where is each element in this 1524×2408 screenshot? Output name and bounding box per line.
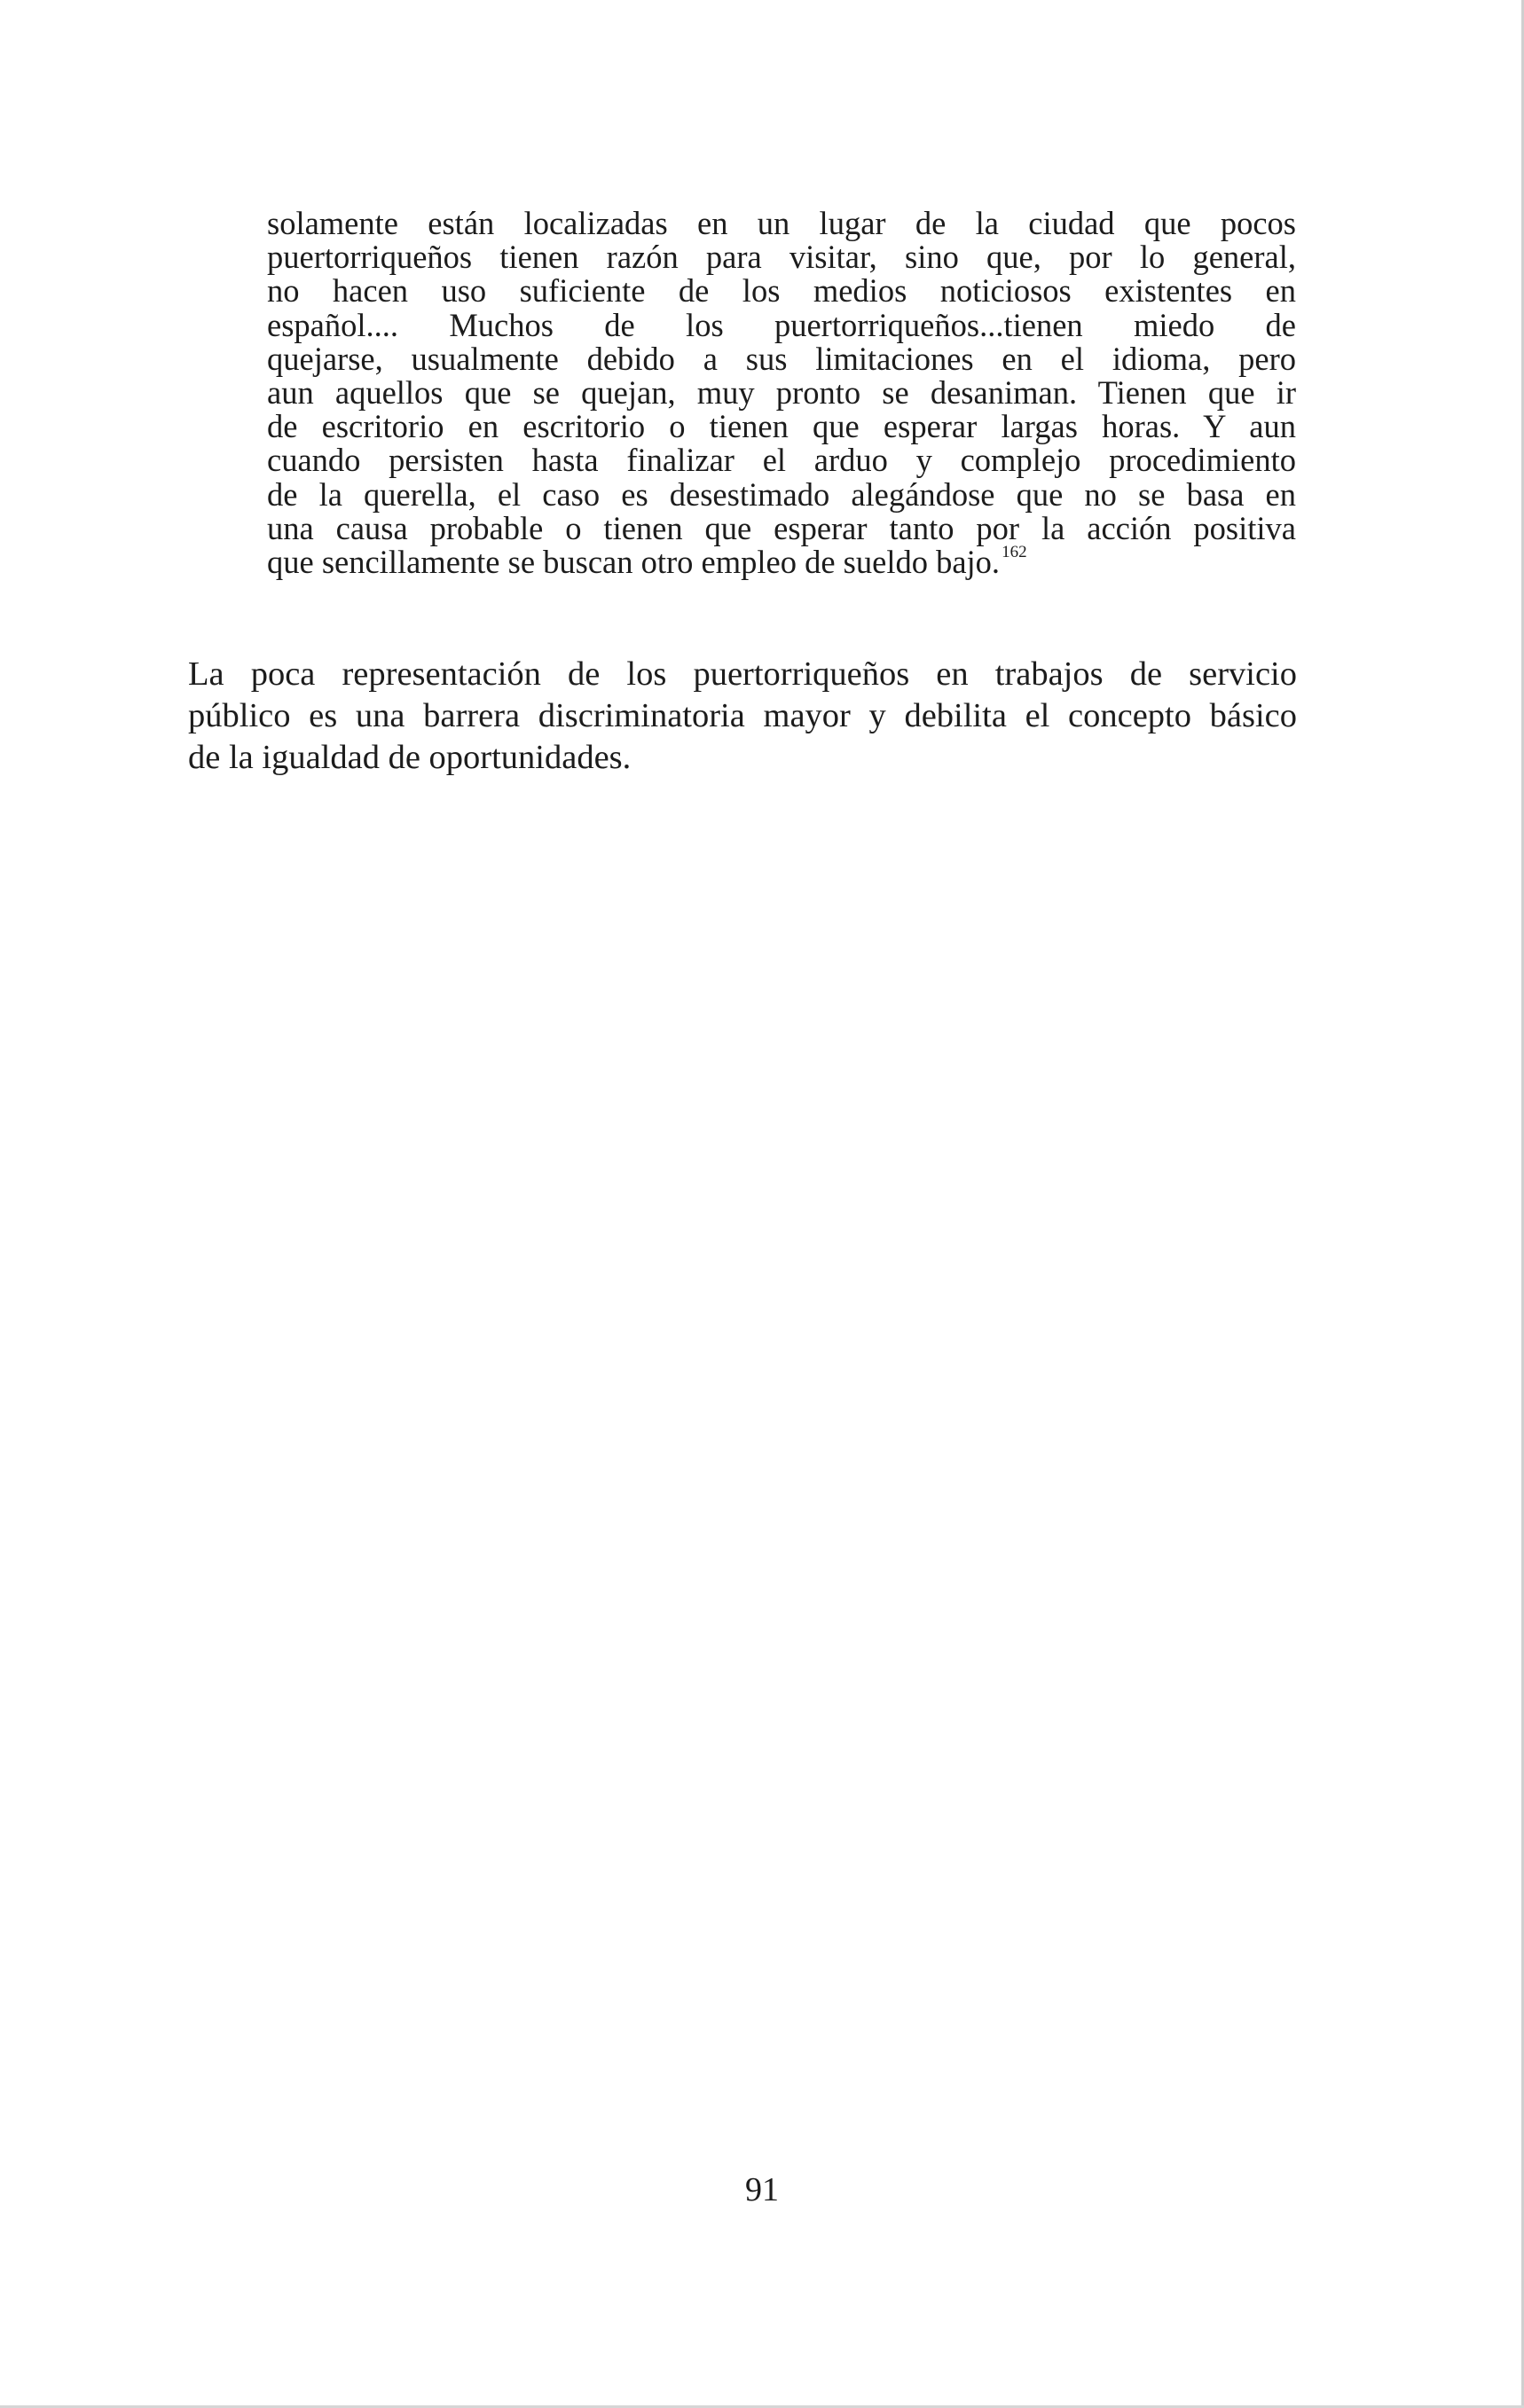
quote-line: aun aquellos que se quejan, muy pronto se desaniman. Tienen que ir: [267, 374, 1296, 412]
page-number: 91: [745, 2171, 779, 2208]
paragraph-line: La poca representación de los puertorriqueños en trabajos de servicio: [188, 655, 1297, 693]
quote-line: una causa probable o tienen que esperar tanto por la acción positiva: [267, 509, 1296, 546]
quote-line: de escritorio en escritorio o tienen que esperar largas horas. Y aun: [267, 408, 1296, 445]
quote-line: puertorriqueños tienen razón para visitar, sino que, por lo general,: [267, 239, 1296, 276]
quote-last-line: [267, 545, 1296, 579]
footnote-reference: 162: [1002, 543, 1027, 562]
quote-line-text: que sencillamente se buscan otro empleo de sueldo bajo.: [267, 544, 1001, 581]
paragraph-line: público es una barrera discriminatoria mayor y debilita el concepto básico: [188, 697, 1297, 734]
paragraph-line: de la igualdad de oportunidades.: [188, 739, 632, 776]
quote-line: español.... Muchos de los puertorriqueños...tienen miedo de: [267, 306, 1296, 343]
body-paragraph: [188, 654, 1297, 779]
quote-line: no hacen uso suficiente de los medios noticiosos existentes en: [267, 272, 1296, 310]
block-quote: [267, 207, 1296, 579]
quote-line: quejarse, usualmente debido a sus limitaciones en el idioma, pero: [267, 340, 1296, 377]
quote-line: cuando persisten hasta finalizar el arduo y complejo procedimiento: [267, 442, 1296, 479]
quote-line: de la querella, el caso es desestimado alegándose que no se basa en: [267, 475, 1296, 513]
quote-line: solamente están localizadas en un lugar de la ciudad que pocos: [267, 205, 1296, 241]
